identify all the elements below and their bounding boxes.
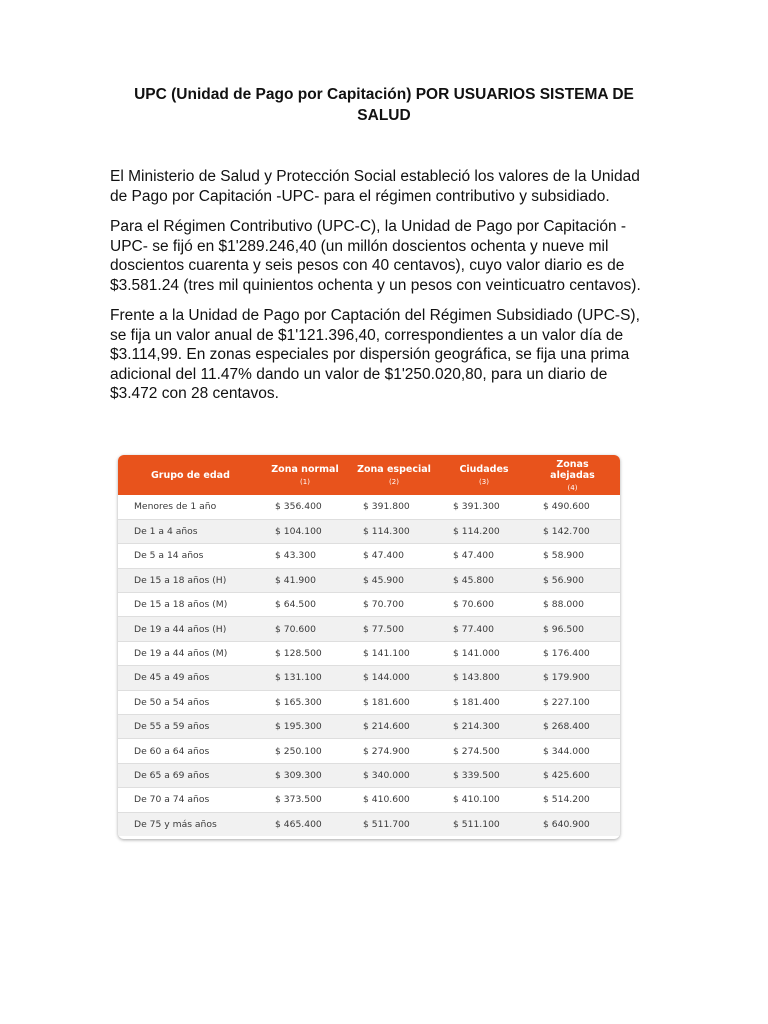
zona-normal-cell: $ 131.100 [265,666,353,690]
table-row [118,788,620,812]
age-group-cell: De 55 a 59 años [118,715,265,739]
zona-normal-cell: $ 104.100 [265,519,353,543]
zona-especial-cell: $ 141.100 [353,641,443,665]
age-group-cell: De 15 a 18 años (M) [118,593,265,617]
zonas-alejadas-cell: $ 640.900 [543,819,590,831]
age-group-cell: De 65 a 69 años [118,763,265,787]
zona-normal-cell: $ 356.400 [265,495,353,519]
age-group-cell: De 60 a 64 años [118,739,265,763]
zona-normal-cell: $ 373.500 [265,788,353,812]
age-group-cell: De 19 a 44 años (M) [118,641,265,665]
age-group-cell: De 70 a 74 años [118,788,265,812]
table-row [118,519,620,543]
zona-especial-cell: $ 274.900 [353,739,443,763]
table-row [118,763,620,787]
table-row [118,690,620,714]
header-zona-normal [265,455,353,495]
header-grupo-de-edad [118,455,265,495]
zona-especial-cell: $ 181.600 [353,690,443,714]
ciudades-cell: $ 339.500 [443,763,533,787]
header-label: Ciudades [459,464,509,475]
header-note: (2) [389,478,399,486]
zonas-alejadas-cell: $ 227.100 [533,690,620,714]
zonas-alejadas-cell: $ 514.200 [533,788,620,812]
header-note: (3) [479,478,489,486]
zonas-alejadas-cell: $ 179.900 [533,666,620,690]
header-label: Zona normal [271,464,339,475]
age-group-cell: De 19 a 44 años (H) [118,617,265,641]
ciudades-cell: $ 45.800 [443,568,533,592]
ciudades-cell: $ 181.400 [443,690,533,714]
zonas-alejadas-cell: $ 176.400 [533,641,620,665]
contributivo-paragraph: Para el Régimen Contributivo (UPC-C), la Unidad de Pago por Capitación -UPC- se fijó en $1'289.246,40 (un millón doscientos ochenta y nueve mil doscientos cuarenta y seis pesos con 40 centavos), cuyo valor diario es de $3.581.24 (tres mil quinientos ochenta y un pesos con veinticuatro centavos). [110,218,641,294]
table-row [118,544,620,568]
age-group-cell: De 1 a 4 años [118,519,265,543]
ciudades-cell: $ 47.400 [443,544,533,568]
table-row [118,739,620,763]
ciudades-cell: $ 410.100 [443,788,533,812]
zona-especial-cell: $ 114.300 [353,519,443,543]
zonas-alejadas-cell: $ 58.900 [533,544,620,568]
zonas-alejadas-cell: $ 56.900 [533,568,620,592]
table-row [118,715,620,739]
zona-normal-cell: $ 64.500 [265,593,353,617]
age-group-cell: De 5 a 14 años [118,544,265,568]
zona-normal-cell: $ 465.400 [275,819,322,831]
zona-especial-cell: $ 340.000 [353,763,443,787]
header-note: (1) [300,478,310,486]
zona-normal-cell: $ 165.300 [265,690,353,714]
document-title: UPC (Unidad de Pago por Capitación) POR USUARIOS SISTEMA DE SALUD [134,86,634,124]
header-label: Zonas alejadas [550,458,595,481]
table-row [118,593,620,617]
zona-normal-cell: $ 41.900 [265,568,353,592]
table-row [118,617,620,641]
ciudades-cell: $ 511.100 [453,819,500,831]
zona-normal-cell: $ 309.300 [265,763,353,787]
zona-especial-cell: $ 70.700 [353,593,443,617]
upc-table [118,455,620,839]
zona-normal-cell: $ 195.300 [265,715,353,739]
header-note: (4) [567,483,578,492]
ciudades-cell: $ 391.300 [443,495,533,519]
zona-normal-cell: $ 70.600 [265,617,353,641]
header-zona-especial [353,455,443,495]
age-group-cell: De 45 a 49 años [118,666,265,690]
zonas-alejadas-cell: $ 425.600 [533,763,620,787]
zona-especial-cell: $ 47.400 [353,544,443,568]
zona-normal-cell: $ 43.300 [265,544,353,568]
ciudades-cell: $ 141.000 [443,641,533,665]
zona-normal-cell: $ 250.100 [265,739,353,763]
table-header-row [118,455,620,495]
age-group-cell: De 15 a 18 años (H) [118,568,265,592]
table-row [118,641,620,665]
ciudades-cell: $ 143.800 [443,666,533,690]
zona-especial-cell: $ 45.900 [353,568,443,592]
header-ciudades [443,455,533,495]
subsidiado-paragraph: Frente a la Unidad de Pago por Captación del Régimen Subsidiado (UPC-S), se fija un valor anual de $1'121.396,40, correspondientes a un valor día de $3.114,99. En zonas especiales por dispersión geográfica, se fija una prima adicional del 11.47% dando un valor de $1'250.020,80, para un diario de $3.472 con 28 centavos. [110,307,640,403]
zonas-alejadas-cell: $ 490.600 [533,495,620,519]
zonas-alejadas-cell: $ 142.700 [533,519,620,543]
table-row [118,495,620,519]
zona-especial-cell: $ 77.500 [353,617,443,641]
zona-normal-cell: $ 128.500 [265,641,353,665]
age-group-cell: Menores de 1 año [118,495,265,519]
age-group-cell: De 75 y más años [134,819,217,831]
zonas-alejadas-cell: $ 344.000 [533,739,620,763]
age-group-cell: De 50 a 54 años [118,690,265,714]
zonas-alejadas-cell: $ 88.000 [533,593,620,617]
zonas-alejadas-cell: $ 268.400 [533,715,620,739]
zona-especial-cell: $ 391.800 [353,495,443,519]
header-label: Grupo de edad [151,469,230,481]
ciudades-cell: $ 114.200 [443,519,533,543]
zona-especial-cell: $ 144.000 [353,666,443,690]
zona-especial-cell: $ 214.600 [353,715,443,739]
table-row [118,568,620,592]
ciudades-cell: $ 214.300 [443,715,533,739]
ciudades-cell: $ 77.400 [443,617,533,641]
zona-especial-cell: $ 410.600 [353,788,443,812]
ciudades-cell: $ 70.600 [443,593,533,617]
header-zonas-alejadas [533,455,620,495]
header-label: Zona especial [357,464,431,475]
table-row [118,812,620,836]
table-row [118,666,620,690]
intro-paragraph: El Ministerio de Salud y Protección Social estableció los valores de la Unidad de Pago por Capitación -UPC- para el régimen contributivo y subsidiado. [110,168,640,205]
zona-especial-cell: $ 511.700 [363,819,410,831]
ciudades-cell: $ 274.500 [443,739,533,763]
zonas-alejadas-cell: $ 96.500 [533,617,620,641]
